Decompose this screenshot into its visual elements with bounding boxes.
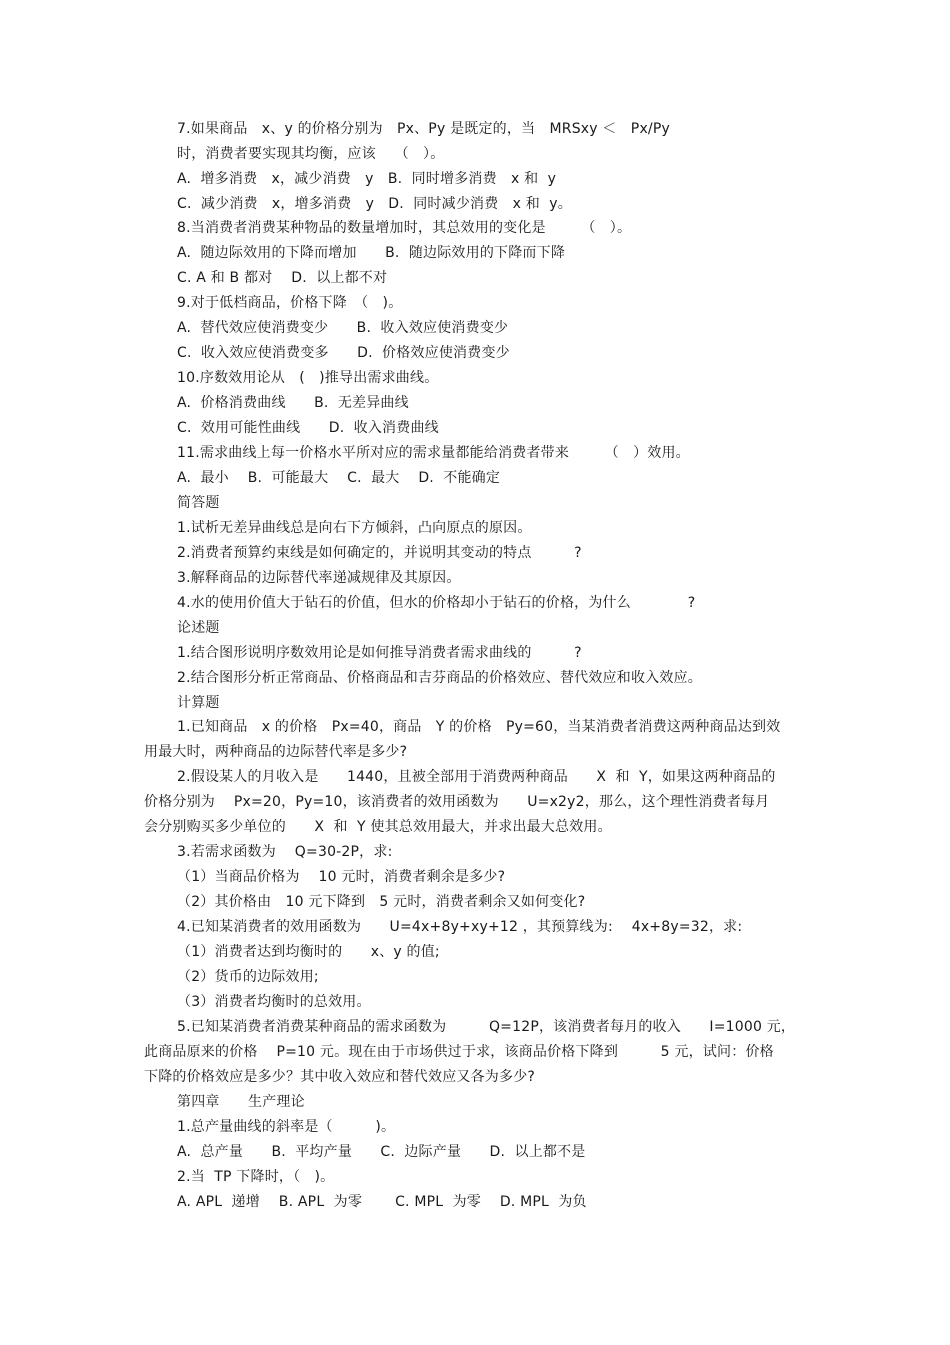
section-heading-calculation: 计算题 xyxy=(177,695,220,711)
calc-2-line3: 会分别购买多少单位的 X 和 Y 使其总效用最大，并求出最大总效用。 xyxy=(144,819,612,835)
calc-3-question: 3.若需求函数为 Q=30-2P，求: xyxy=(177,844,393,860)
section-heading-short-answer: 简答题 xyxy=(177,495,220,511)
q9-options-ab: A. 替代效应使消费变少 B. 收入效应使消费变少 xyxy=(177,320,509,336)
q11-question: 11.需求曲线上每一价格水平所对应的需求量都能给消费者带来 （ ）效用。 xyxy=(177,445,690,461)
q8-options-ab: A. 随边际效用的下降而增加 B. 随边际效用的下降而下降 xyxy=(177,245,566,261)
q10-options-cd: C. 效用可能性曲线 D. 收入消费曲线 xyxy=(177,420,439,436)
q9-question: 9.对于低档商品，价格下降 （ )。 xyxy=(177,295,403,311)
q11-options: A. 最小 B. 可能最大 C. 最大 D. 不能确定 xyxy=(177,470,501,486)
short-answer-2: 2.消费者预算约束线是如何确定的，并说明其变动的特点 ? xyxy=(177,545,582,561)
short-answer-3: 3.解释商品的边际替代率递减规律及其原因。 xyxy=(177,570,461,586)
short-answer-4: 4.水的使用价值大于钻石的价值，但水的价格却小于钻石的价格，为什么 ? xyxy=(177,595,696,611)
calc-3-part2: （2）其价格由 10 元下降到 5 元时，消费者剩余又如何变化? xyxy=(177,894,586,910)
q10-question: 10.序数效用论从 ( )推导出需求曲线。 xyxy=(177,370,439,386)
ch4-q2-question: 2.当 TP 下降时，（ )。 xyxy=(177,1169,335,1185)
q8-options-cd: C. A 和 B 都对 D. 以上都不对 xyxy=(177,270,388,286)
q7-options-ab: A. 增多消费 x，减少消费 y B. 同时增多消费 x 和 y xyxy=(177,171,557,187)
ch4-q1-options: A. 总产量 B. 平均产量 C. 边际产量 D. 以上都不是 xyxy=(177,1144,586,1160)
calc-1-line2: 用最大时，两种商品的边际替代率是多少? xyxy=(144,744,408,760)
chapter-4-heading: 第四章 生产理论 xyxy=(177,1094,305,1110)
q7-line1: 7.如果商品 x、y 的价格分别为 Px、Py 是既定的，当 MRSxy ＜ Px/Py xyxy=(177,121,670,137)
calc-3-part1: （1）当商品价格为 10 元时，消费者剩余是多少? xyxy=(177,869,506,885)
ch4-q1-question: 1.总产量曲线的斜率是（ )。 xyxy=(177,1119,396,1135)
q9-options-cd: C. 收入效应使消费变多 D. 价格效应使消费变少 xyxy=(177,345,510,361)
calc-4-part3: （3）消费者均衡时的总效用。 xyxy=(177,994,371,1010)
calc-5-line3: 下降的价格效应是多少？其中收入效应和替代效应又各为多少? xyxy=(144,1069,536,1085)
essay-1: 1.结合图形说明序数效用论是如何推导消费者需求曲线的 ? xyxy=(177,645,582,661)
calc-5-line1: 5.已知某消费者消费某种商品的需求函数为 Q=12P，该消费者每月的收入 I=1000 元， xyxy=(177,1019,796,1035)
q7-options-cd: C. 减少消费 x，增多消费 y D. 同时减少消费 x 和 y。 xyxy=(177,196,572,212)
calc-4-question: 4.已知某消费者的效用函数为 U=4x+8y+xy+12 ，其预算线为: 4x+8y=32，求: xyxy=(177,919,743,935)
short-answer-1: 1.试析无差异曲线总是向右下方倾斜，凸向原点的原因。 xyxy=(177,520,532,536)
calc-2-line2: 价格分别为 Px=20，Py=10，该消费者的效用函数为 U=x2y2，那么，这个理性消费者每月 xyxy=(144,794,770,810)
calc-4-part1: （1）消费者达到均衡时的 x、y 的值; xyxy=(177,944,440,960)
q7-line2: 时，消费者要实现其均衡，应该 （ ）。 xyxy=(177,146,445,162)
calc-2-line1: 2.假设某人的月收入是 1440，且被全部用于消费两种商品 X 和 Y，如果这两种商品的 xyxy=(177,769,776,785)
essay-2: 2.结合图形分析正常商品、价格商品和吉芬商品的价格效应、替代效应和收入效应。 xyxy=(177,670,702,686)
calc-5-line2: 此商品原来的价格 P=10 元。现在由于市场供过于求，该商品价格下降到 5 元，试问：价格 xyxy=(144,1044,774,1060)
q10-options-ab: A. 价格消费曲线 B. 无差异曲线 xyxy=(177,395,409,411)
section-heading-essay: 论述题 xyxy=(177,620,220,636)
calc-4-part2: （2）货币的边际效用; xyxy=(177,969,319,985)
calc-1-line1: 1.已知商品 x 的价格 Px=40，商品 Y 的价格 Py=60，当某消费者消费这两种商品达到效 xyxy=(177,719,781,735)
q8-question: 8.当消费者消费某种物品的数量增加时，其总效用的变化是 （ ）。 xyxy=(177,220,632,236)
ch4-q2-options: A. APL 递增 B. APL 为零 C. MPL 为零 D. MPL 为负 xyxy=(177,1194,587,1210)
